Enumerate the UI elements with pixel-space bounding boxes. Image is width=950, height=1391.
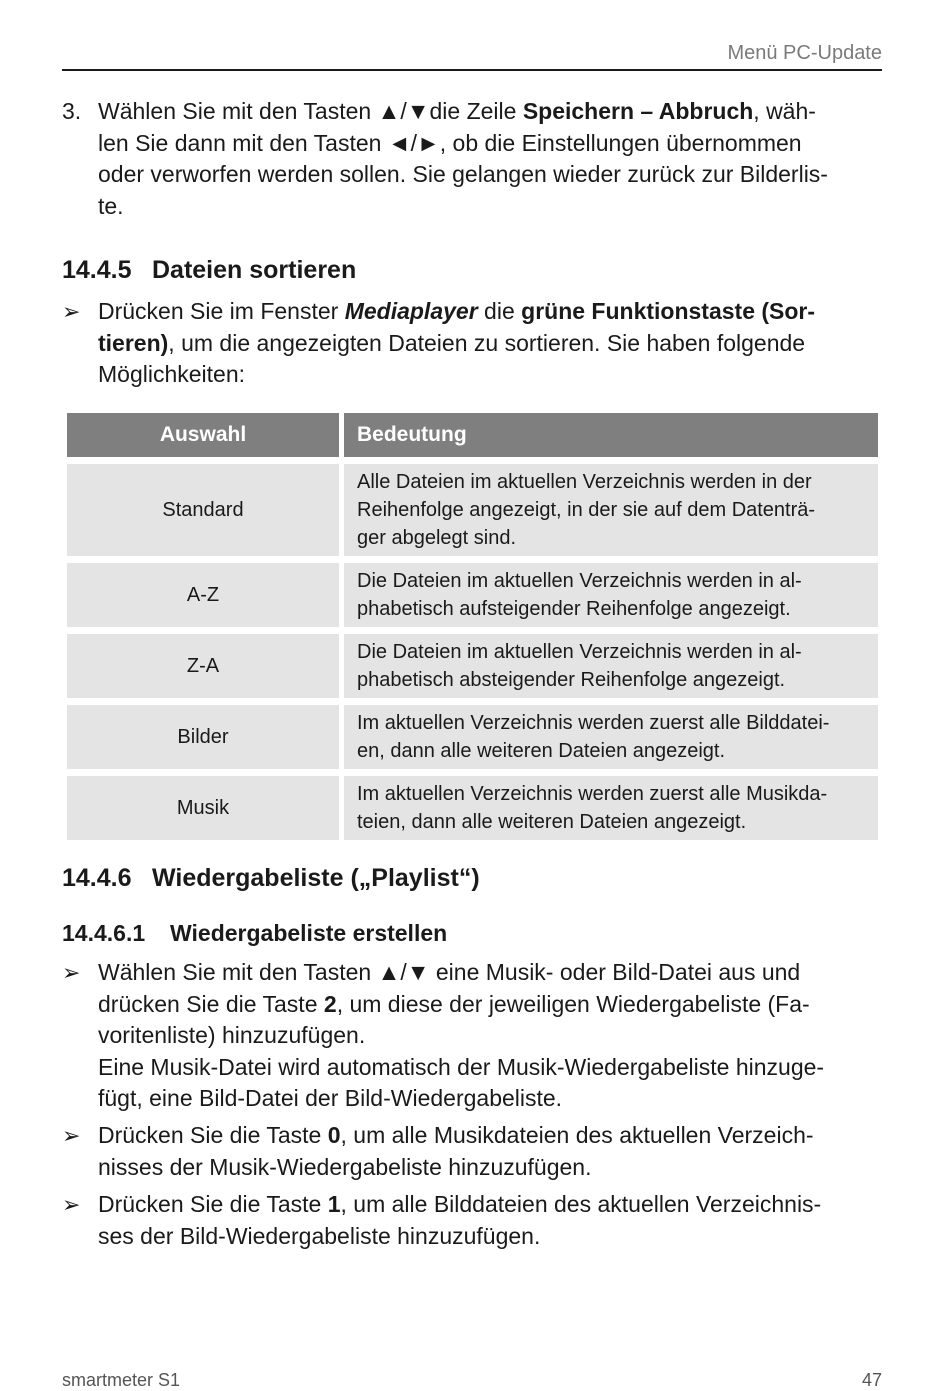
up-down-keys-icon: ▲/▼ xyxy=(377,98,430,124)
table-header-row xyxy=(67,413,878,457)
option-name: Bilder xyxy=(67,705,339,769)
table-row xyxy=(67,563,878,627)
section-heading-playlist: 14.4.6 Wiedergabeliste („Playlist“) xyxy=(62,864,480,892)
bullet-arrow-icon: ➢ xyxy=(62,960,81,985)
header-rule xyxy=(62,69,882,71)
sort-options-table xyxy=(62,406,883,847)
left-right-keys-icon: ◄/► xyxy=(387,129,440,156)
table-row xyxy=(67,464,878,556)
up-down-keys-icon: ▲/▼ xyxy=(377,959,430,985)
footer-product-name: smartmeter S1 xyxy=(62,1370,181,1390)
column-header-bedeutung: Bedeutung xyxy=(344,413,878,457)
option-name: Z-A xyxy=(67,634,339,698)
sort-instruction: Drücken Sie im Fenster Mediaplayer die grüne Funktionstaste (Sor- tieren), um die angezeigten Dateien zu sortieren. Sie haben folgende Möglichkeiten: xyxy=(98,298,816,387)
column-header-auswahl: Auswahl xyxy=(67,413,339,457)
option-name: Musik xyxy=(67,776,339,840)
step-number: 3. xyxy=(62,98,82,124)
section-heading-sort: 14.4.5 Dateien sortieren xyxy=(62,256,357,284)
bullet-arrow-icon: ➢ xyxy=(62,1123,81,1148)
create-item-2: Drücken Sie die Taste 0, um alle Musikdateien des aktuellen Verzeich- nisses der Musik-Wiedergabeliste hinzuzufügen. xyxy=(98,1122,814,1180)
option-description: Im aktuellen Verzeichnis werden zuerst alle Bilddatei- en, dann alle weiteren Dateien angezeigt. xyxy=(344,705,878,769)
footer-page-number: 47 xyxy=(861,1370,882,1390)
subsection-heading-create-playlist: 14.4.6.1 Wiedergabeliste erstellen xyxy=(62,920,448,946)
option-description: Im aktuellen Verzeichnis werden zuerst alle Musikda- teien, dann alle weiteren Dateien angezeigt. xyxy=(344,776,878,840)
table-row xyxy=(67,705,878,769)
create-item-1: Wählen Sie mit den Tasten ▲/▼ eine Musik- oder Bild-Datei aus und drücken Sie die Taste 2, um diese der jeweiligen Wiedergabeliste (Fa- voritenliste) hinzuzufügen. Eine Musik-Datei wird automatisch der Musik-Wiedergabeliste hinzuge- fügt, eine Bild-Datei der Bild-Wiedergabeliste. xyxy=(98,959,825,1111)
table-row xyxy=(67,776,878,840)
bullet-arrow-icon: ➢ xyxy=(62,1192,81,1217)
option-name: A-Z xyxy=(67,563,339,627)
step-3-paragraph: Wählen Sie mit den Tasten ▲/▼die Zeile Speichern – Abbruch, wäh- len Sie dann mit den Tasten ◄/►, ob die Einstellungen übernommen oder verworfen werden sollen. Sie gelangen wieder zurück zur Bilderlis- te. xyxy=(98,98,828,219)
option-description: Die Dateien im aktuellen Verzeichnis werden in al- phabetisch absteigender Reihenfolge angezeigt. xyxy=(344,634,878,698)
option-description: Alle Dateien im aktuellen Verzeichnis werden in der Reihenfolge angezeigt, in der sie auf dem Datenträ- ger abgelegt sind. xyxy=(344,464,878,556)
option-description: Die Dateien im aktuellen Verzeichnis werden in al- phabetisch aufsteigender Reihenfolge angezeigt. xyxy=(344,563,878,627)
page-header-title: Menü PC-Update xyxy=(727,42,882,64)
option-name: Standard xyxy=(67,464,339,556)
bullet-arrow-icon: ➢ xyxy=(62,299,81,324)
create-item-3: Drücken Sie die Taste 1, um alle Bilddateien des aktuellen Verzeichnis- ses der Bild-Wiedergabeliste hinzuzufügen. xyxy=(98,1191,822,1249)
table-row xyxy=(67,634,878,698)
